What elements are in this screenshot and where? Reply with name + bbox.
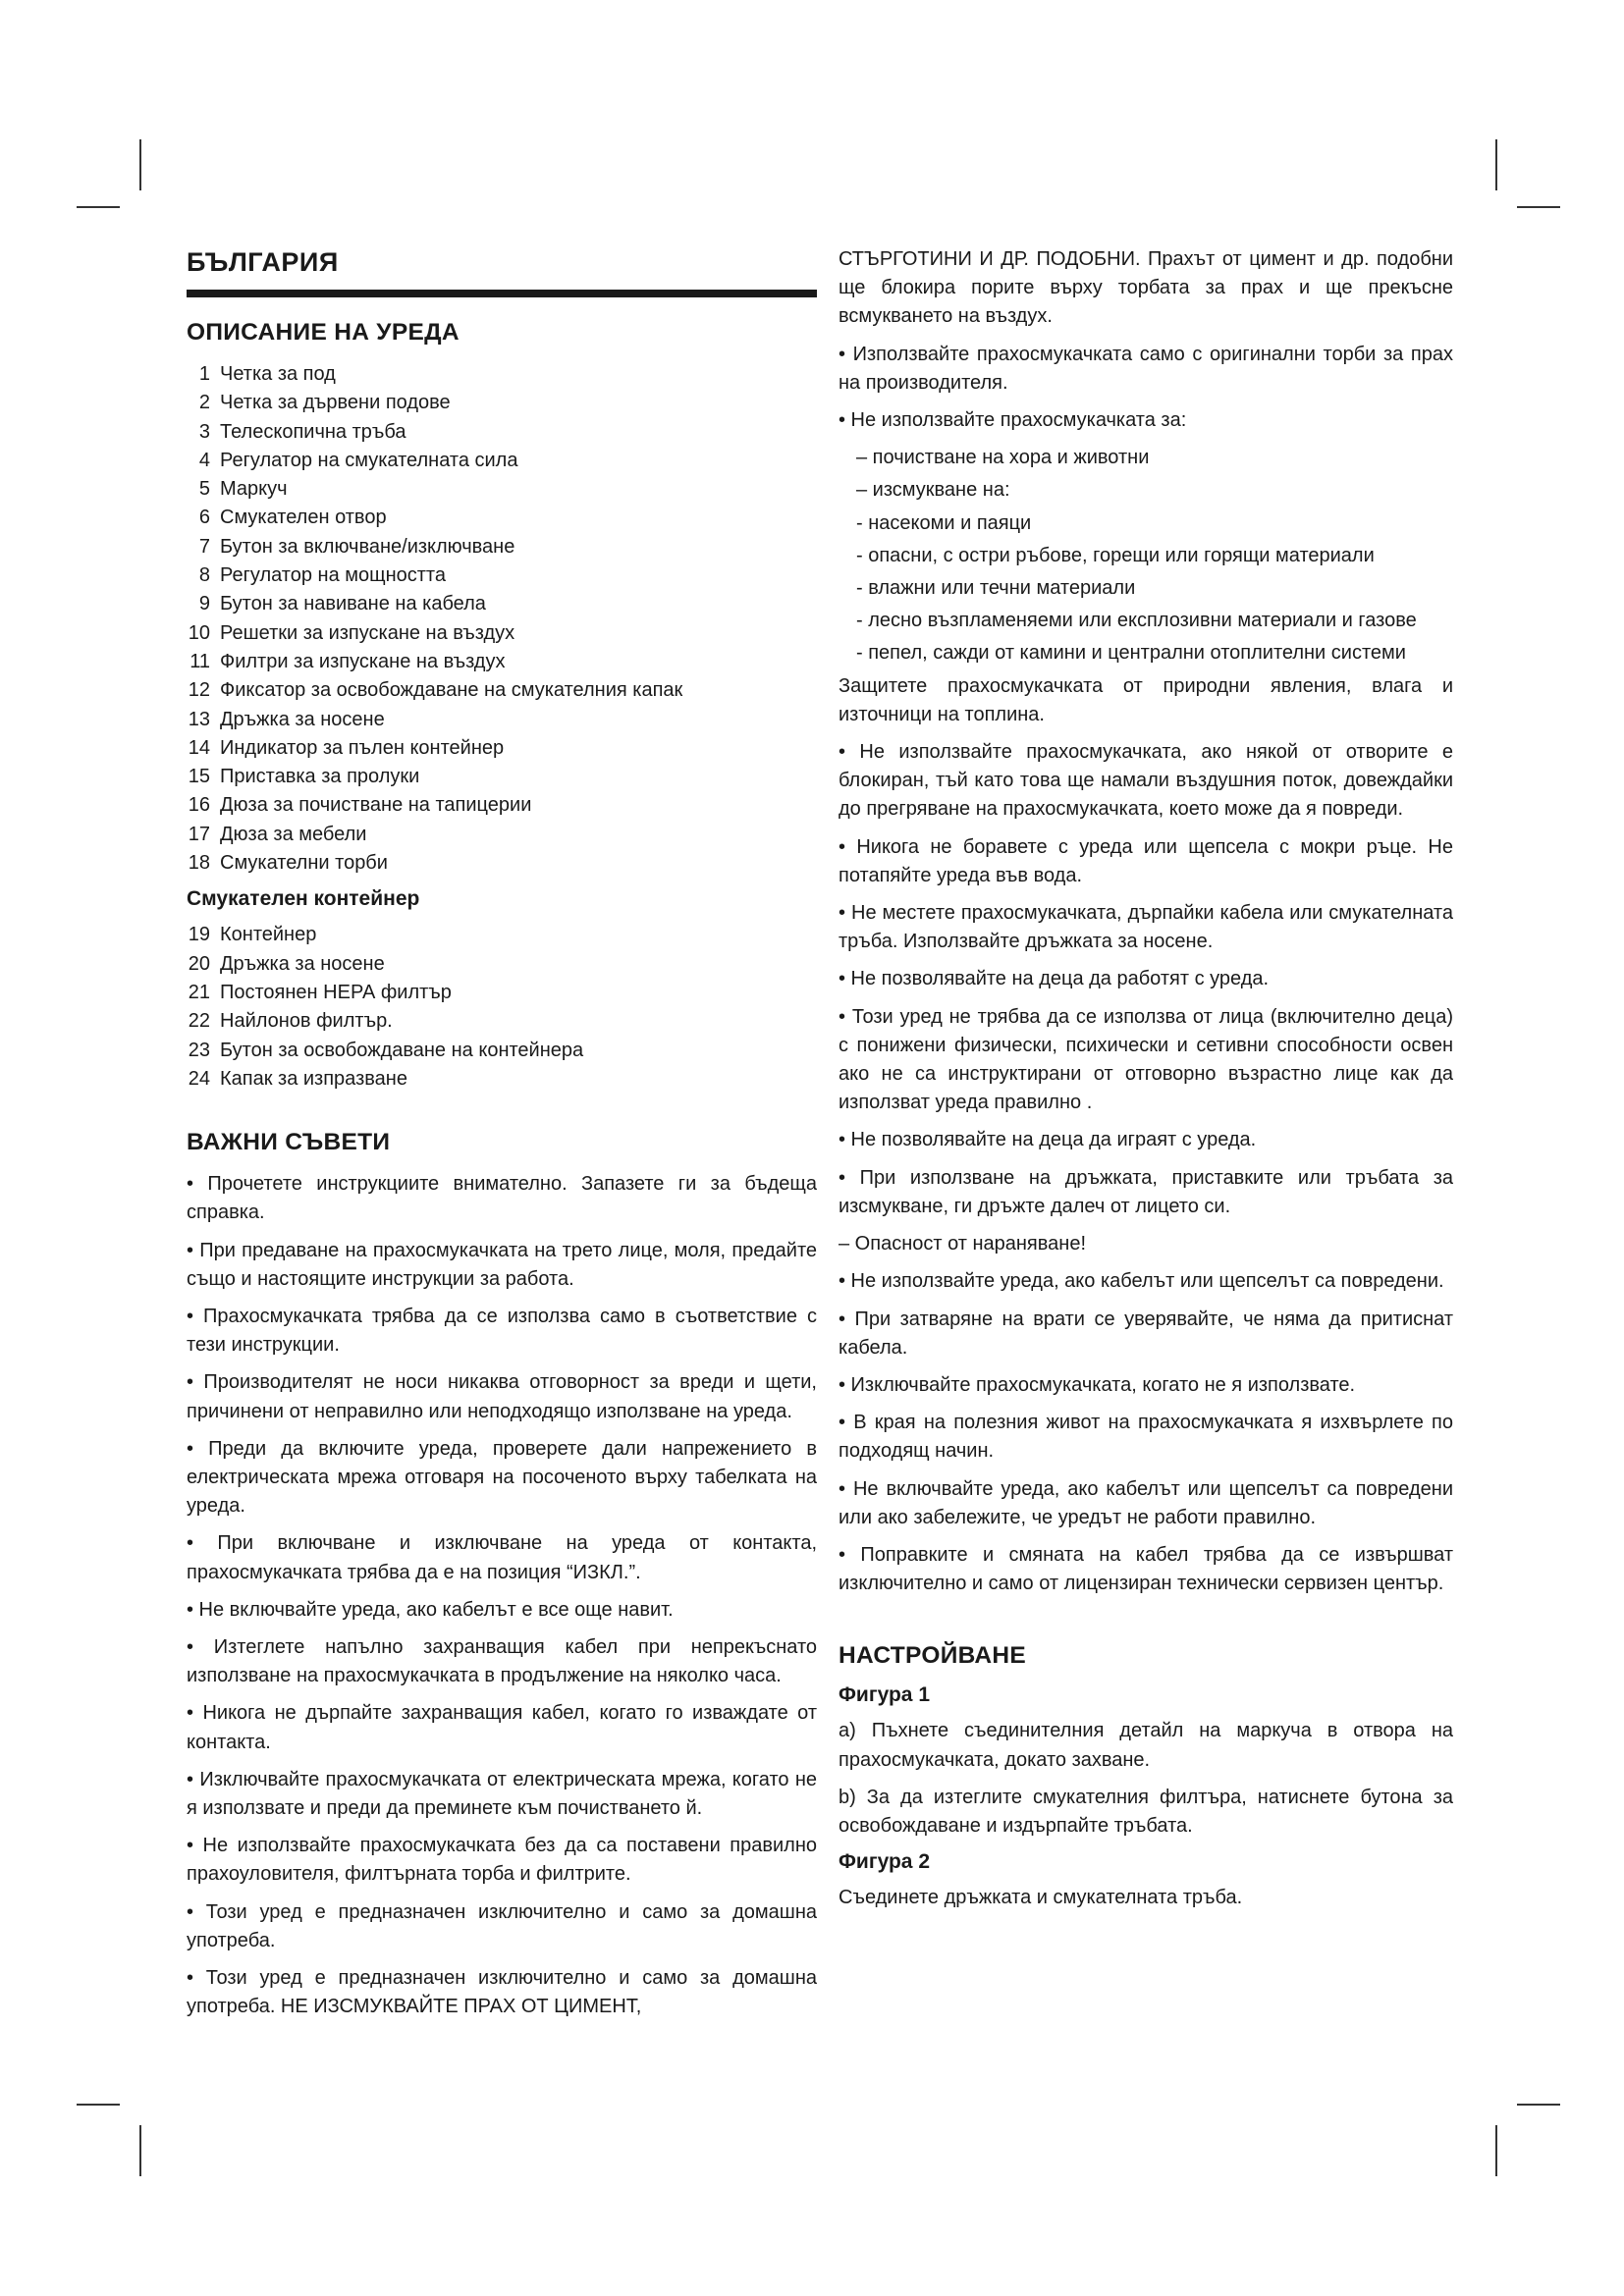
container-parts-list — [187, 921, 817, 1094]
part-item — [187, 533, 817, 561]
setup-title: НАСТРОЙВАНЕ — [839, 1642, 1027, 1670]
part-item — [187, 360, 817, 389]
tip-paragraph: • Производителят не носи никаква отговорност за вреди и щети, причинени от неправилно или неподходящо използване на уреда. — [187, 1371, 817, 1422]
part-label: Контейнер — [220, 924, 317, 946]
part-label: Бутон за освобождаване на контейнера — [220, 1039, 584, 1061]
part-number: 8 — [198, 564, 210, 587]
crop-mark — [77, 206, 120, 208]
tip-paragraph: • При предаване на прахосмукачката на трето лице, моля, предайте също и настоящите инструкции за работа. — [187, 1239, 817, 1290]
safety-paragraph: • Изключвайте прахосмукачката, когато не я използвате. — [839, 1373, 1356, 1396]
crop-mark — [1495, 2125, 1497, 2176]
safety-paragraph: • Не използвайте уреда, ако кабелът или щепселът са повредени. — [839, 1270, 1444, 1293]
part-number: 5 — [198, 478, 210, 501]
part-label: Индикатор за пълен контейнер — [220, 736, 505, 759]
part-label: Постоянен НЕРА филтър — [220, 981, 452, 1003]
part-number: 12 — [188, 679, 210, 702]
tip-paragraph: • Не използвайте прахосмукачката без да са поставени правилно прахоуловителя, филтърната торба и филтрите. — [187, 1835, 817, 1886]
part-number: 9 — [198, 593, 210, 615]
part-label: Маркуч — [220, 478, 288, 501]
part-number: 18 — [188, 852, 210, 875]
part-item — [187, 950, 817, 979]
sub-item: – почистване на хора и животни — [856, 447, 1150, 469]
safety-paragraph: • Не включвайте уреда, ако кабелът или щепселът са повредени или ако забележите, че уредът не работи правилно. — [839, 1477, 1453, 1528]
safety-paragraph: • Не използвайте прахосмукачката за: — [839, 409, 1187, 432]
part-label: Приставка за пролуки — [220, 766, 420, 788]
tip-paragraph: • При включване и изключване на уреда от контакта, прахосмукачката трябва да е на позиция “ИЗКЛ.”. — [187, 1532, 817, 1583]
crop-mark — [1517, 206, 1560, 208]
part-number: 7 — [198, 535, 210, 558]
part-number: 3 — [198, 420, 210, 443]
sub-item: – изсмукване на: — [856, 479, 1010, 502]
container-title: Смукателен контейнер — [187, 887, 420, 911]
safety-paragraph: • Поправките и смяната на кабел трябва да се извършват изключително и само от лицензиран технически сервизен център. — [839, 1543, 1453, 1595]
part-label: Четка за дървени подове — [220, 392, 451, 414]
part-number: 19 — [188, 924, 210, 946]
tip-paragraph: • Прахосмукачката трябва да се използва само в съответствие с тези инструкции. — [187, 1305, 817, 1357]
sub-item: - пепел, сажди от камини и централни отоплителни системи — [856, 642, 1406, 665]
part-number: 23 — [188, 1039, 210, 1061]
crop-mark — [139, 139, 141, 190]
figure2-title: Фигура 2 — [839, 1850, 931, 1874]
part-item — [187, 1065, 817, 1094]
crop-mark — [1517, 2104, 1560, 2106]
part-number: 22 — [188, 1010, 210, 1033]
part-number: 1 — [198, 363, 210, 385]
part-number: 16 — [188, 794, 210, 817]
left-column — [187, 245, 817, 2030]
part-item — [187, 849, 817, 878]
safety-paragraph: • В края на полезния живот на прахосмукачката я изхвърлете по подходящ начин. — [839, 1412, 1453, 1463]
part-item — [187, 706, 817, 734]
safety-paragraph: • Не използвайте прахосмукачката, ако някой от отворите е блокиран, тъй като това ще намали въздушния поток, довеждайки до прегряване на прахосмукачката, което може да я повреди. — [839, 741, 1453, 821]
safety-paragraph: Защитете прахосмукачката от природни явления, влага и източници на топлина. — [839, 674, 1453, 725]
part-item — [187, 791, 817, 820]
parts-list — [187, 360, 817, 878]
safety-paragraph: • При затваряне на врати се уверявайте, че няма да притиснат кабела. — [839, 1308, 1453, 1359]
part-number: 10 — [188, 621, 210, 644]
tip-paragraph: • Изключвайте прахосмукачката от електрическата мрежа, когато не я използвате и преди да преминете към почистването й. — [187, 1768, 817, 1819]
safety-paragraphs — [839, 245, 1453, 1598]
sub-item: - насекоми и паяци — [856, 511, 1032, 534]
part-item — [187, 389, 817, 417]
part-label: Регулатор на смукателната сила — [220, 449, 518, 471]
part-number: 24 — [188, 1067, 210, 1090]
part-label: Дръжка за носене — [220, 708, 385, 730]
part-label: Бутон за включване/изключване — [220, 535, 515, 558]
part-label: Телескопична тръба — [220, 420, 406, 443]
part-item — [187, 734, 817, 763]
part-number: 21 — [188, 981, 210, 1003]
part-item — [187, 676, 817, 705]
figure1-title: Фигура 1 — [839, 1683, 931, 1707]
part-item — [187, 590, 817, 618]
part-label: Дюза за почистване на тапицерии — [220, 794, 532, 817]
tips-title: ВАЖНИ СЪВЕТИ — [187, 1129, 391, 1156]
part-item — [187, 418, 817, 447]
part-label: Капак за изпразване — [220, 1067, 407, 1090]
sub-item: - влажни или течни материали — [856, 577, 1136, 600]
sub-item: - лесно възпламеняеми или експлозивни материали и газове — [856, 610, 1417, 632]
part-item — [187, 921, 817, 949]
part-number: 13 — [188, 708, 210, 730]
sub-item: - опасни, с остри ръбове, горещи или горящи материали — [856, 544, 1375, 566]
part-label: Смукателен отвор — [220, 507, 387, 529]
part-item — [187, 561, 817, 590]
crop-mark — [139, 2125, 141, 2176]
country-heading: БЪЛГАРИЯ — [187, 247, 817, 297]
safety-paragraph: – Опасност от нараняване! — [839, 1233, 1087, 1255]
safety-paragraph: • Използвайте прахосмукачката само с оригинални торби за прах на производителя. — [839, 343, 1453, 394]
crop-mark — [1495, 139, 1497, 190]
part-label: Регулатор на мощността — [220, 564, 446, 587]
figure1-step-a: a) Пъхнете съединителния детайл на маркуча в отвора на прахосмукачката, докато захване. — [839, 1720, 1453, 1771]
safety-paragraph: • Не позволявайте на деца да работят с уреда. — [839, 968, 1270, 990]
description-title: ОПИСАНИЕ НА УРЕДА — [187, 319, 460, 346]
figure1-step-b: b) За да изтеглите смукателния филтъра, натиснете бутона за освобождаване и издърпайте тръбата. — [839, 1786, 1453, 1837]
safety-paragraph: • Не местете прахосмукачката, дърпайки кабела или смукателната тръба. Използвайте дръжката за носене. — [839, 902, 1453, 953]
part-number: 6 — [198, 507, 210, 529]
part-number: 15 — [188, 766, 210, 788]
part-label: Фиксатор за освобождаване на смукателния капак — [220, 679, 683, 702]
right-column — [839, 245, 1453, 1921]
safety-paragraph: • Този уред не трябва да се използва от лица (включително деца) с понижени физически, психически и сетивни способности освен ако не са инструктирани от отговорно възрастно лице как да използват уреда правилно . — [839, 1005, 1453, 1114]
part-item — [187, 1007, 817, 1036]
tip-paragraph: • Не включвайте уреда, ако кабелът е все още навит. — [187, 1598, 674, 1621]
part-item — [187, 447, 817, 475]
part-number: 20 — [188, 952, 210, 975]
part-number: 2 — [198, 392, 210, 414]
safety-paragraph: • При използване на дръжката, приставките или тръбата за изсмукване, ги дръжте далеч от лицето си. — [839, 1166, 1453, 1217]
part-item — [187, 1037, 817, 1065]
part-item — [187, 475, 817, 504]
safety-paragraph: • Никога не боравете с уреда или щепсела с мокри ръце. Не потапяйте уреда във вода. — [839, 835, 1453, 886]
part-label: Найлонов филтър. — [220, 1010, 393, 1033]
part-item — [187, 821, 817, 849]
part-item — [187, 763, 817, 791]
part-label: Смукателни торби — [220, 852, 388, 875]
part-item — [187, 504, 817, 532]
safety-paragraph: • Не позволявайте на деца да играят с уреда. — [839, 1129, 1257, 1151]
crop-mark — [77, 2104, 120, 2106]
part-number: 11 — [189, 650, 210, 672]
figure2-text: Съединете дръжката и смукателната тръба. — [839, 1887, 1243, 1909]
tips-list — [187, 1170, 817, 2021]
part-number: 14 — [188, 736, 210, 759]
tip-paragraph: • Никога не дърпайте захранващия кабел, когато го изваждате от контакта. — [187, 1702, 817, 1753]
part-label: Решетки за изпускане на въздух — [220, 621, 515, 644]
part-label: Дюза за мебели — [220, 823, 367, 845]
part-label: Четка за под — [220, 363, 336, 385]
tip-paragraph: • Изтеглете напълно захранващия кабел при непрекъснато използване на прахосмукачката в продължение на няколко часа. — [187, 1635, 817, 1687]
part-number: 4 — [198, 449, 210, 471]
part-item — [187, 619, 817, 648]
tip-paragraph: • Този уред е предназначен изключително и само за домашна употреба. — [187, 1900, 817, 1951]
part-item — [187, 979, 817, 1007]
part-number: 17 — [188, 823, 210, 845]
tip-paragraph: • Преди да включите уреда, проверете дали напрежението в електрическата мрежа отговаря на посоченото върху табелката на уреда. — [187, 1437, 817, 1518]
part-label: Дръжка за носене — [220, 952, 385, 975]
part-item — [187, 648, 817, 676]
part-label: Филтри за изпускане на въздух — [220, 650, 506, 672]
tip-paragraph: • Прочетете инструкциите внимателно. Запазете ги за бъдеща справка. — [187, 1173, 817, 1224]
safety-paragraph: СТЪРГОТИНИ И ДР. ПОДОБНИ. Прахът от цимент и др. подобни ще блокира порите върху торбата за прах и ще прекъсне всмукването на въздух. — [839, 248, 1453, 328]
tip-paragraph: • Този уред е предназначен изключително и само за домашна употреба. НЕ ИЗСМУКВАЙТЕ ПРАХ ОТ ЦИМЕНТ, — [187, 1967, 817, 2018]
part-label: Бутон за навиване на кабела — [220, 593, 486, 615]
